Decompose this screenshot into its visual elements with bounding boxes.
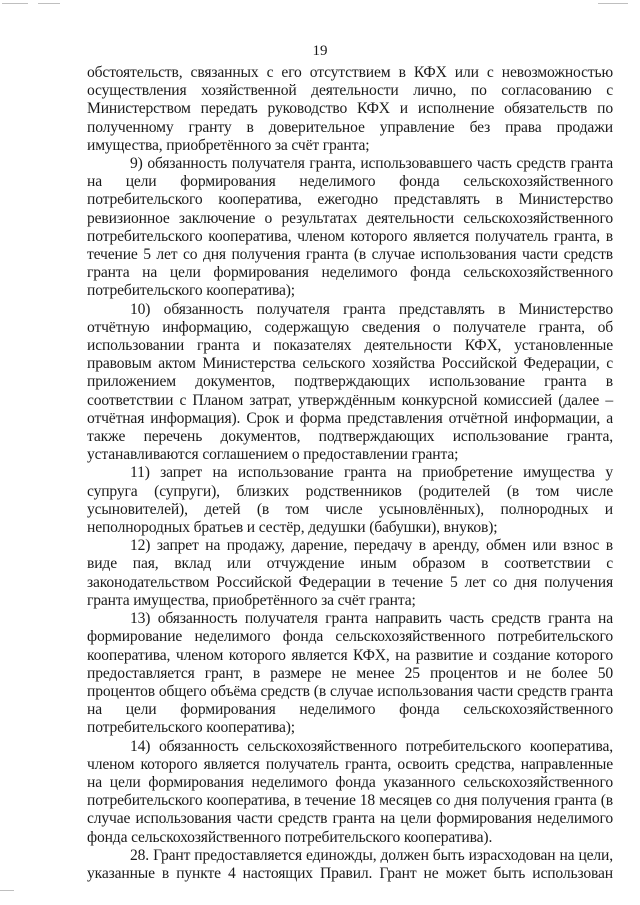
paragraph-item-14: 14) обязанность сельскохозяйственного потребительского кооператива, членом которого является получатель гранта, освоить средства, направленные на цели формирования неделимого фонда указанного сельскохозяйственного потребительского кооператива, в течение 18 месяцев со дня получения гранта (в случае использования части средств гранта на цели формирования неделимого фонда сельскохозяйственного потребительского кооператива). [87,737,613,846]
scan-artifact-top-left [2,3,28,4]
scan-artifact-top-mid [38,3,60,4]
document-body [87,64,613,883]
paragraph-item-10: 10) обязанность получателя гранта представлять в Министерство отчётную информацию, содержащую сведения о получателе гранта, об использовании гранта и показателях деятельности КФХ, установленные правовым актом Министерства сельского хозяйства Российской Федерации, с приложением документов, подтверждающих использование гранта в соответствии с Планом затрат, утверждённым конкурсной комиссией (далее – отчётная информация). Срок и форма представления отчётной информации, а также перечень документов, подтверждающих использование гранта, устанавливаются соглашением о предоставлении гранта; [87,300,613,464]
scan-artifact-bottom-left [0,890,14,891]
paragraph-item-12: 12) запрет на продажу, дарение, передачу в аренду, обмен или взнос в виде пая, вклад или отчуждение иным образом в соответствии с законодательством Российской Федерации в течение 5 лет со дня получения гранта имущества, приобретённого за счёт гранта; [87,537,613,609]
paragraph-item-9: 9) обязанность получателя гранта, использовавшего часть средств гранта на цели формирования неделимого фонда сельскохозяйственного потребительского кооператива, ежегодно представлять в Министерство ревизионное заключение о результатах деятельности сельскохозяйственного потребительского кооператива, членом которого является получатель гранта, в течение 5 лет со дня получения гранта (в случае использования части средств гранта на цели формирования неделимого фонда сельскохозяйственного потребительского кооператива); [87,155,613,300]
paragraph-item-11: 11) запрет на использование гранта на приобретение имущества у супруга (супруги), близких родственников (родителей (в том числе усыновителей), детей (в том числе усыновлённых), полнородных и неполнородных братьев и сестёр, дедушки (бабушки), внуков); [87,464,613,537]
paragraph-section-28: 28. Грант предоставляется единожды, должен быть израсходован на цели, указанные в пункте 4 настоящих Правил. Грант не может быть использован [87,846,613,882]
scan-artifact-top-right [598,3,628,4]
paragraph-item-13: 13) обязанность получателя гранта направить часть средств гранта на формирование неделимого фонда сельскохозяйственного потребительского кооператива, членом которого является КФХ, на развитие и создание которого предоставляется грант, в размере не менее 25 процентов и не более 50 процентов общего объёма средств (в случае использования части средств гранта на цели формирования неделимого фонда сельскохозяйственного потребительского кооператива); [87,610,613,737]
paragraph-continuation: обстоятельств, связанных с его отсутствием в КФХ или с невозможностью осуществления хозяйственной деятельности лично, по согласованию с Министерством передать руководство КФХ и исполнение обязательств по полученному гранту в доверительное управление без права продажи имущества, приобретённого за счёт гранта; [87,64,613,154]
page-number: 19 [312,43,328,59]
